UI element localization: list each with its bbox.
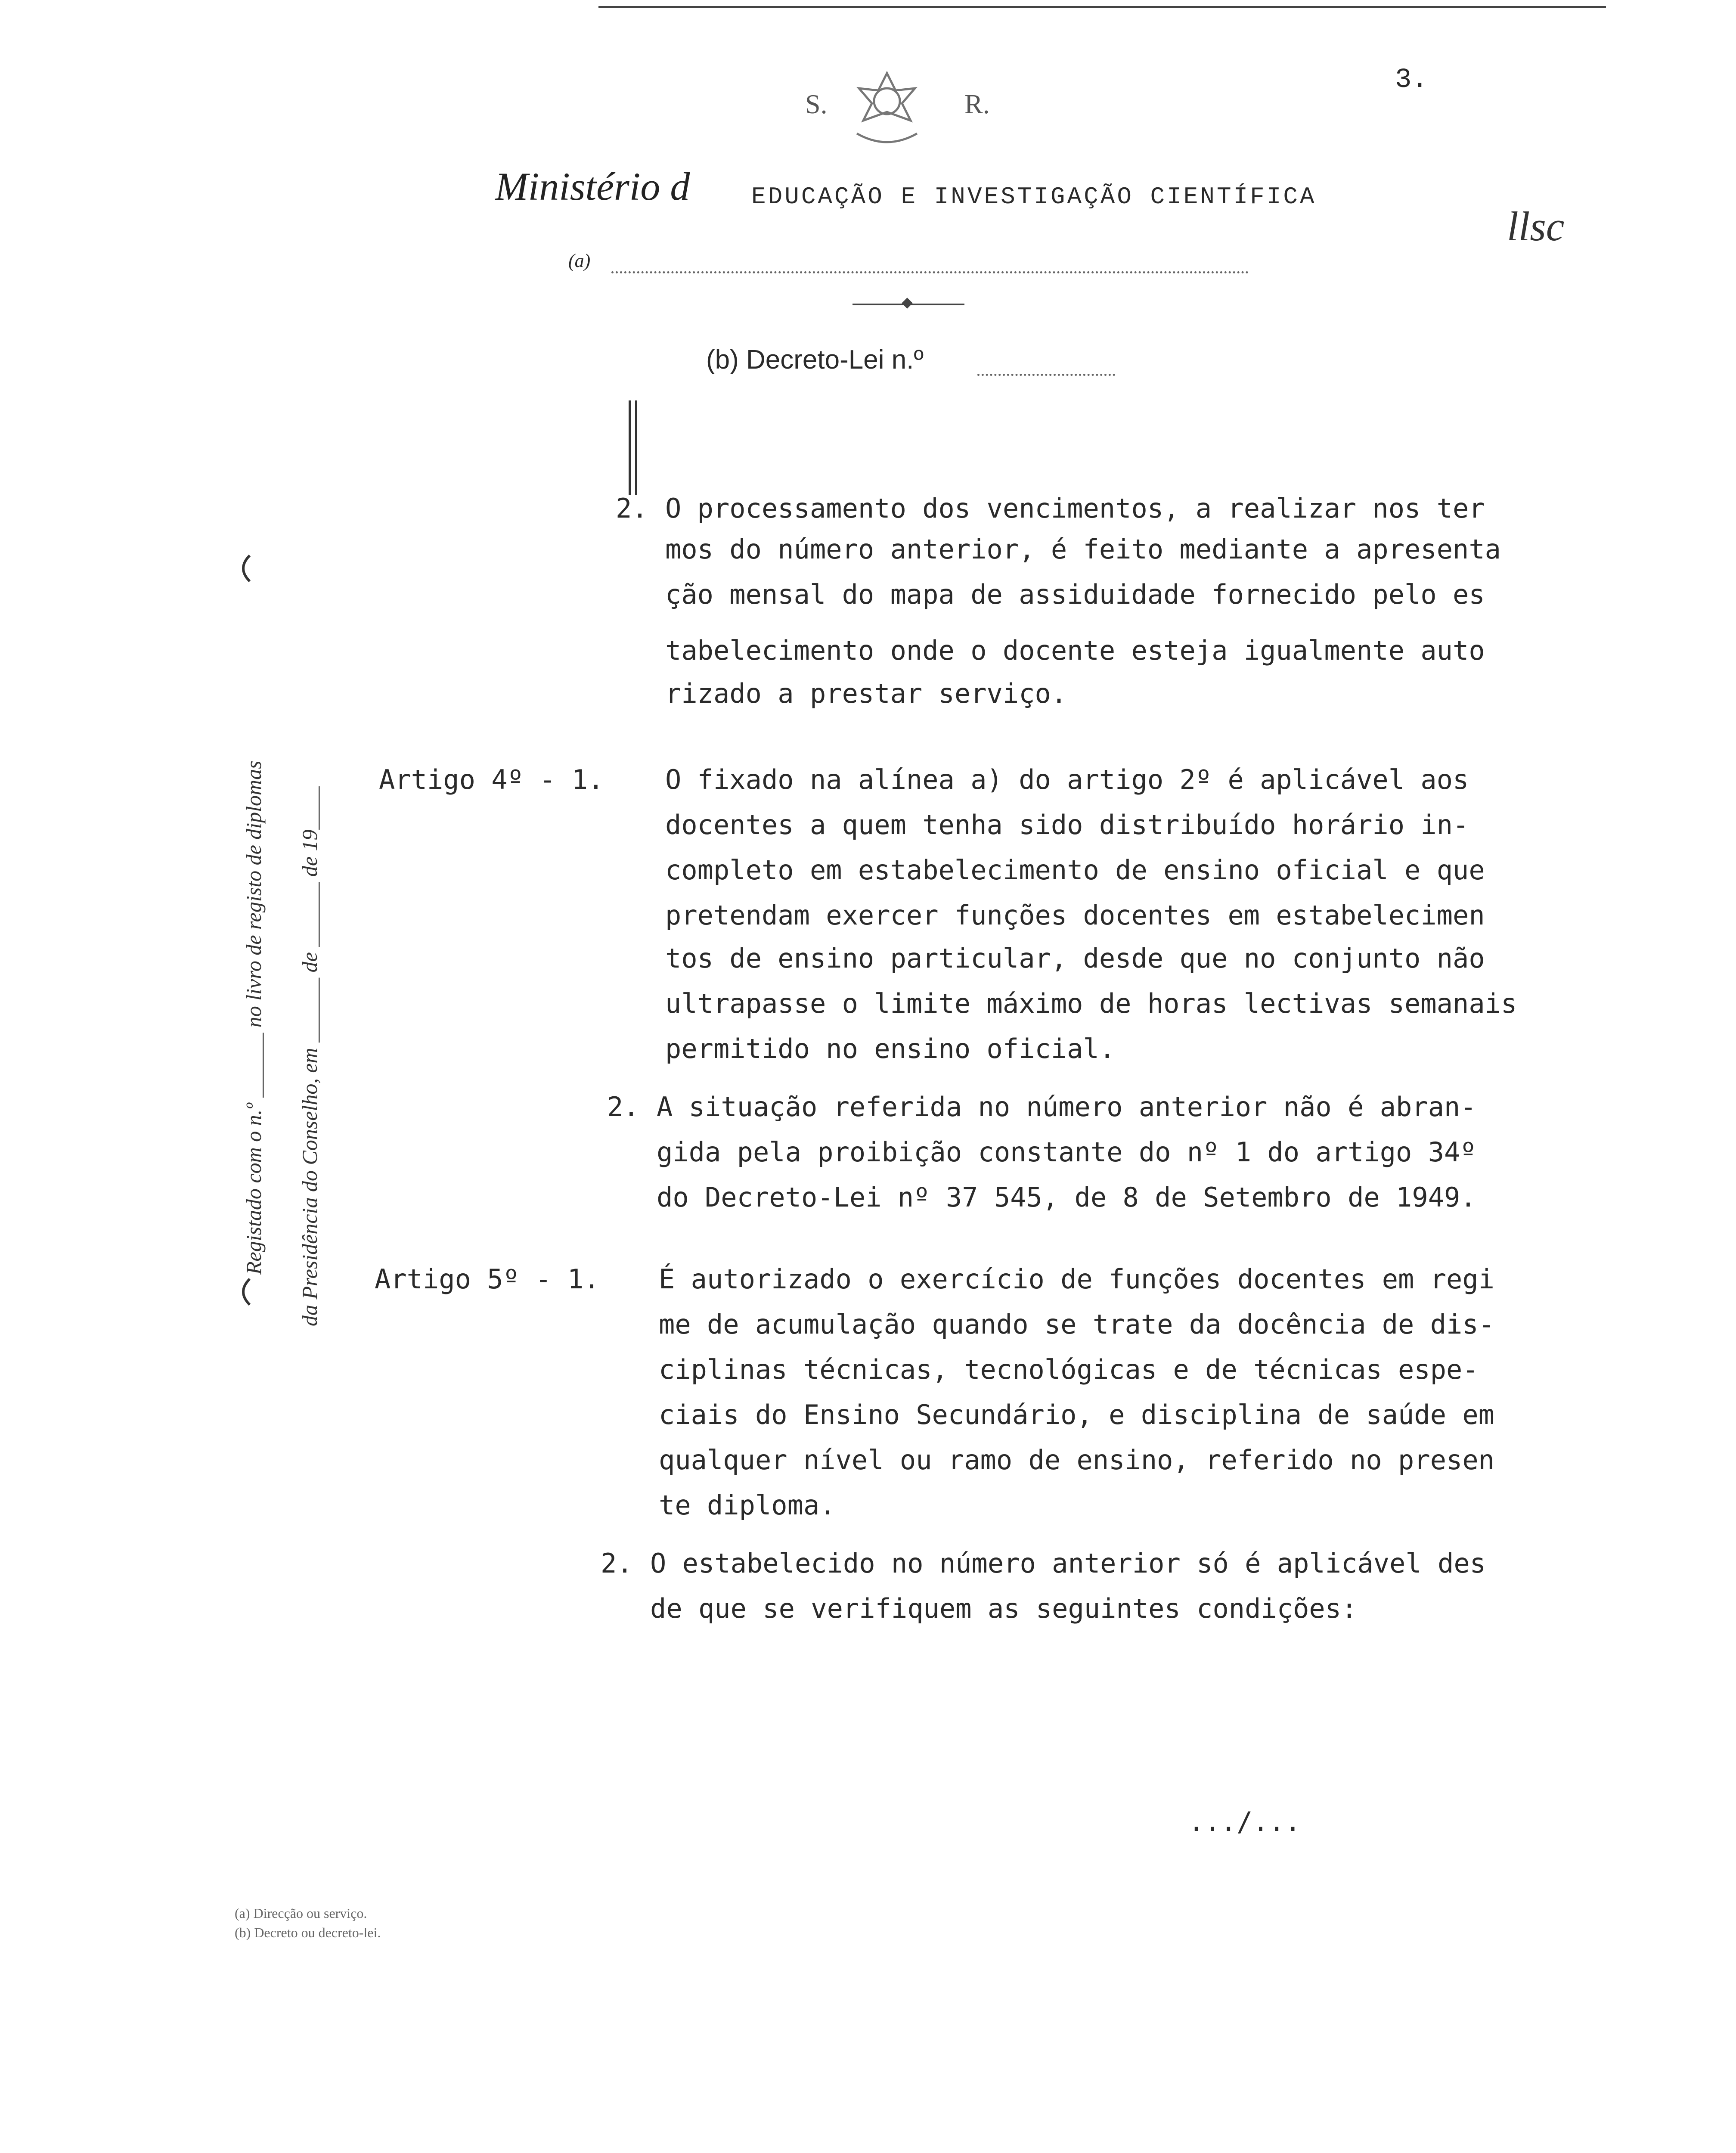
paragraph-number: 2. bbox=[616, 493, 648, 524]
paragraph-line: ciais do Ensino Secundário, e disciplina de saúde em bbox=[659, 1399, 1495, 1430]
decreto-label: (b) Decreto-Lei n.º bbox=[706, 345, 924, 375]
paragraph-line: ultrapasse o limite máximo de horas lectivas semanais bbox=[665, 988, 1517, 1019]
paragraph-line: A situação referida no número anterior não é abran- bbox=[657, 1091, 1476, 1123]
article-label: Artigo 4º - 1. bbox=[379, 764, 604, 795]
paragraph-line: docentes a quem tenha sido distribuído horário in- bbox=[665, 809, 1469, 841]
continuation-mark: .../... bbox=[1188, 1806, 1301, 1837]
paragraph-line: completo em estabelecimento de ensino oficial e que bbox=[665, 854, 1485, 886]
line-a-label: (a) bbox=[568, 250, 591, 271]
seal-left-letter: S. bbox=[805, 89, 828, 119]
paragraph-line: de que se verifiquem as seguintes condições: bbox=[650, 1593, 1358, 1624]
paragraph-line: gida pela proibição constante do nº 1 do artigo 34º bbox=[657, 1136, 1476, 1168]
paragraph-line: te diploma. bbox=[659, 1489, 836, 1521]
ministry-department: EDUCAÇÃO E INVESTIGAÇÃO CIENTÍFICA bbox=[751, 183, 1317, 211]
margin-registration-line-1: Registado com o n.º ______ no livro de registo de diplomas bbox=[242, 760, 266, 1275]
paragraph-line: me de acumulação quando se trate da docência de dis- bbox=[659, 1309, 1495, 1340]
seal-right-letter: R. bbox=[964, 89, 990, 119]
margin-registration-line-2: da Presidência do Conselho, em ______ de ______ de 19____ bbox=[298, 786, 322, 1326]
paragraph-line: ção mensal do mapa de assiduidade fornecido pelo es bbox=[665, 579, 1485, 610]
handwritten-mark bbox=[629, 400, 637, 495]
paragraph-line: O estabelecido no número anterior só é aplicável des bbox=[650, 1548, 1486, 1579]
paragraph-number: 2. bbox=[601, 1548, 633, 1579]
paragraph-line: pretendam exercer funções docentes em estabelecimen bbox=[665, 900, 1485, 931]
decreto-number-dotted bbox=[977, 374, 1115, 376]
paragraph-number: 2. bbox=[607, 1091, 639, 1123]
separator-diamond-icon bbox=[902, 298, 912, 308]
paragraph-line: permitido no ensino oficial. bbox=[665, 1033, 1116, 1064]
footnote-b: (b) Decreto ou decreto-lei. bbox=[235, 1925, 381, 1940]
paragraph-line: tos de ensino particular, desde que no conjunto não bbox=[665, 943, 1485, 974]
paragraph-line: do Decreto-Lei nº 37 545, de 8 de Setembro de 1949. bbox=[657, 1182, 1476, 1213]
paragraph-line: ciplinas técnicas, tecnológicas e de técnicas espe- bbox=[659, 1354, 1479, 1385]
paragraph-line: É autorizado o exercício de funções docentes em regi bbox=[659, 1263, 1495, 1295]
paragraph-line: qualquer nível ou ramo de ensino, referido no presen bbox=[659, 1444, 1495, 1476]
paragraph-line: mos do número anterior, é feito mediante a apresenta bbox=[665, 534, 1501, 565]
ministry-title: Ministério d bbox=[495, 164, 690, 208]
paragraph-line: O processamento dos vencimentos, a realizar nos ter bbox=[665, 493, 1485, 524]
article-label: Artigo 5º - 1. bbox=[375, 1263, 600, 1295]
paragraph-line: rizado a prestar serviço. bbox=[665, 678, 1067, 709]
page-number: 3. bbox=[1395, 65, 1428, 96]
top-rule bbox=[598, 6, 1606, 8]
paragraph-line: O fixado na alínea a) do artigo 2º é aplicável aos bbox=[665, 764, 1469, 795]
handwritten-initials: llsc bbox=[1507, 203, 1565, 249]
coat-of-arms-icon bbox=[840, 65, 934, 152]
line-a-dotted bbox=[611, 271, 1249, 273]
paragraph-line: tabelecimento onde o docente esteja igualmente auto bbox=[665, 635, 1485, 666]
footnote-a: (a) Direcção ou serviço. bbox=[235, 1905, 367, 1921]
